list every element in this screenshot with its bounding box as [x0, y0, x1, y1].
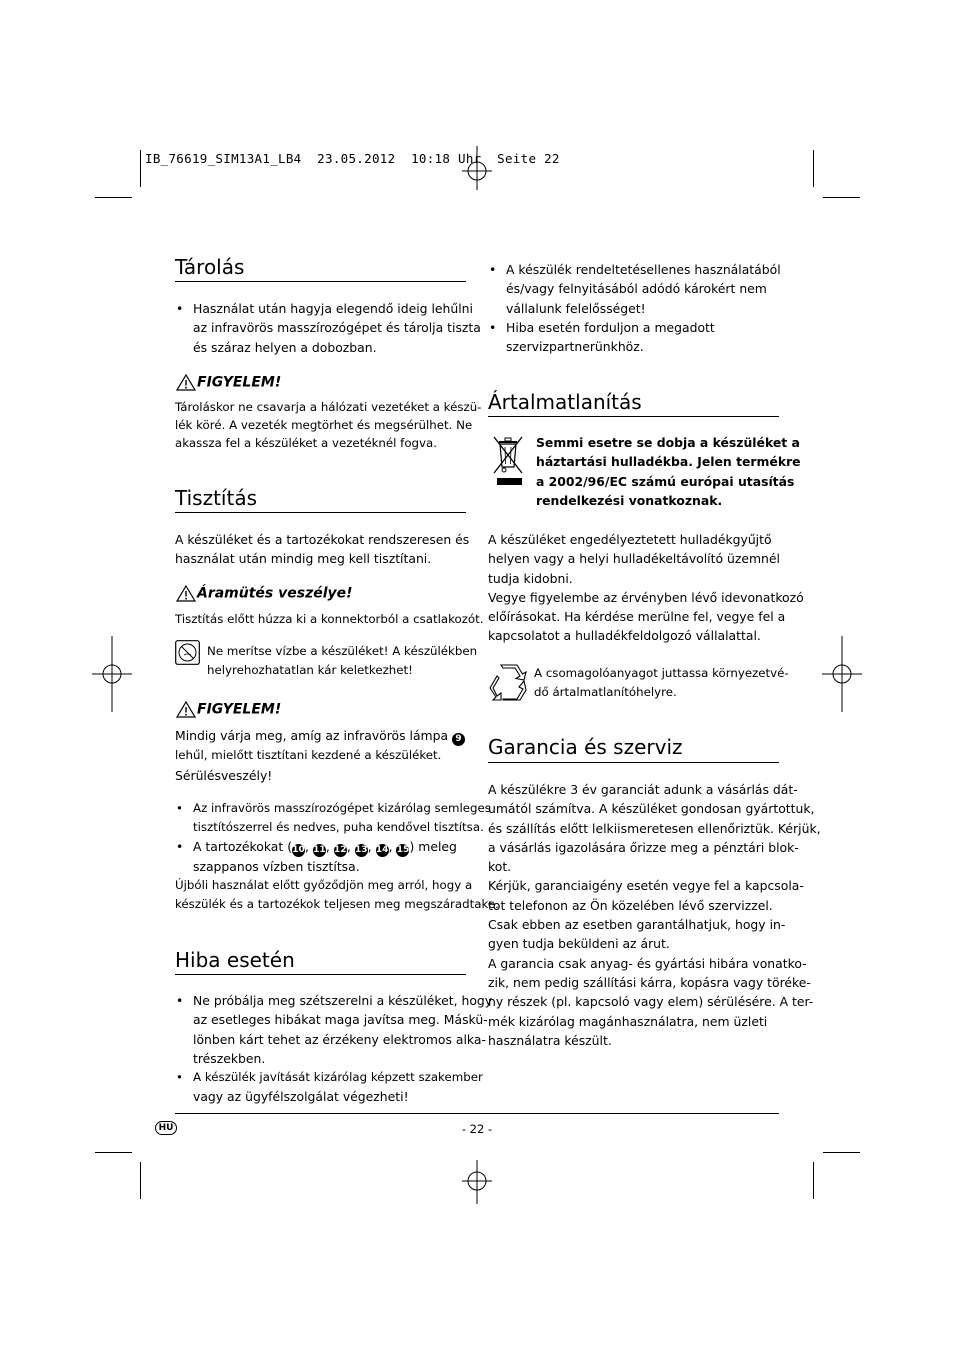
part-number-badge: 13 — [355, 844, 368, 857]
water-warning-text: Ne merítse vízbe a készüléket! A készülékben helyrehozhatatlan kár keletkezhet! — [207, 644, 478, 678]
page-number: - 22 - — [461, 1122, 493, 1136]
part-number-badge: 11 — [313, 844, 326, 857]
injury-warning: Sérülésveszély! — [175, 768, 273, 783]
cleaning-bullet: • Az infravörös masszírozógépet kizárólag semleges tisztítószerrel és nedves, puha kendővel tisztítsa. — [175, 799, 491, 838]
warning-icon — [175, 585, 197, 602]
no-water-icon — [175, 640, 200, 665]
cleaning-intro: A készüléket és a tartozékokat rendszeresen és használat után mindig meg kell tisztítani. — [175, 532, 470, 567]
storage-warning-title: FIGYELEM! — [175, 374, 281, 391]
section-title-error: Hiba esetén — [175, 948, 295, 972]
wait-text: Mindig várja meg, amíg az infravörös lámpa 9 lehűl, mielőtt tisztítani kezdené a készüléket. — [175, 726, 465, 765]
warning-icon — [175, 701, 197, 718]
recycling-icon — [489, 664, 529, 702]
liability-bullet: • Hiba esetén forduljon a megadott szervizpartnerünkhöz. — [488, 318, 715, 357]
section-title-storage: Tárolás — [175, 255, 245, 279]
warranty-text: A készülékre 3 év garanciát adunk a vásárlás dát- umától számítva. A készüléket gondosan gyártottuk, és szállítás előtt lelkiismeretesen ellenőriztük. Kérjük, a vásárlás igazolására őrizze meg a pénztári blok- kot. Kérjük, garanciaigény esetén vegye fel a kapcsola- tot telefonon az Ön közelében lévő szervizzel. Csak ebben az esetben garantálhatjuk, hogy in- gyen tudja beküldeni az árut. A garancia csak anyag- és gyártási hibára vonatko- zik, nem pedig szállítási kárra, kopásra vagy töréke- ny részek (pl. kapcsoló vagy elem) sérülésére. A ter- mék kizárólag magánhasználatra, nem üzleti használatra készült. — [488, 782, 821, 1048]
part-number-badge: 15 — [396, 844, 409, 857]
shock-warning-title: Áramütés veszélye! — [175, 585, 353, 602]
divider — [175, 512, 466, 513]
error-bullet: • A készülék javítását kizárólag képzett szakember vagy az ügyfélszolgálat végezheti! — [175, 1068, 483, 1107]
section-title-warranty: Garancia és szerviz — [488, 735, 683, 759]
liability-bullet: • A készülék rendeltetésellenes használatából és/vagy felnyitásából adódó károkért nem vállalunk felelősséget! — [488, 260, 781, 318]
cleaning-bullet: • A tartozékokat (10, 11, 12, 13, 14, 15) meleg szappanos vízben tisztítsa. — [175, 837, 457, 876]
cleaning-after-text: Újbóli használat előtt győződjön meg arról, hogy a készülék és a tartozékok teljesen meg megszáradtake. — [175, 878, 499, 912]
registration-mark-left — [92, 636, 132, 712]
disposal-text: A készüléket engedélyeztetett hulladékgyűjtő helyen vagy a helyi hulladékeltávolító üzemnél tudja kidobni. Vegye figyelembe az érvényben lévő idevonatkozó előírásokat. Ha kérdése merülne fel, vegye fel a kapcsolatot a hulladékfeldolgozó vállalattal. — [488, 532, 804, 644]
storage-bullet: • Használat után hagyja elegendő ideig lehűlni az infravörös masszírozógépet és tárolja tiszta és száraz helyen a dobozban. — [175, 299, 481, 357]
packaging-text: A csomagolóanyagot juttassa környezetvé- dő ártalmatlanítóhelyre. — [534, 666, 789, 700]
language-badge: HU — [155, 1121, 177, 1135]
print-slug: IB_76619_SIM13A1_LB4 23.05.2012 10:18 Uhr Seite 22 — [145, 151, 560, 166]
warning-icon — [175, 374, 197, 391]
divider — [488, 762, 779, 763]
divider — [488, 416, 779, 417]
part-number-badge: 12 — [334, 844, 347, 857]
part-number-badge: 10 — [292, 844, 305, 857]
lamp-number-badge: 9 — [452, 733, 465, 746]
registration-mark-bottom — [462, 1160, 492, 1204]
section-title-cleaning: Tisztítás — [175, 486, 257, 510]
footer-rule — [175, 1113, 779, 1114]
cleaning-warning-title: FIGYELEM! — [175, 701, 281, 718]
part-number-badge: 14 — [376, 844, 389, 857]
error-bullet: • Ne próbálja meg szétszerelni a készüléket, hogy az esetleges hibákat maga javítsa meg. Máskü- lönben kárt tehet az érzékeny elektromos alka- trészekben. — [175, 991, 492, 1068]
divider — [175, 281, 466, 282]
divider — [175, 974, 466, 975]
section-title-disposal: Ártalmatlanítás — [488, 390, 642, 414]
storage-warning-text: Tároláskor ne csavarja a hálózati vezetéket a készü- lék köré. A vezeték megtörhet és megsérülhet. Ne akassza fel a készüléket a vezetéknél fogva. — [175, 400, 482, 450]
shock-warning-text: Tisztítás előtt húzza ki a konnektorból a csatlakozót. — [175, 612, 484, 626]
disposal-bold-text: Semmi esetre se dobja a készüléket a háztartási hulladékba. Jelen termékre a 2002/96/EC számú európai utasítás rendelkezési vonatkoznak. — [536, 435, 801, 508]
registration-mark-right — [822, 636, 862, 712]
weee-crossed-bin-icon — [491, 434, 525, 486]
